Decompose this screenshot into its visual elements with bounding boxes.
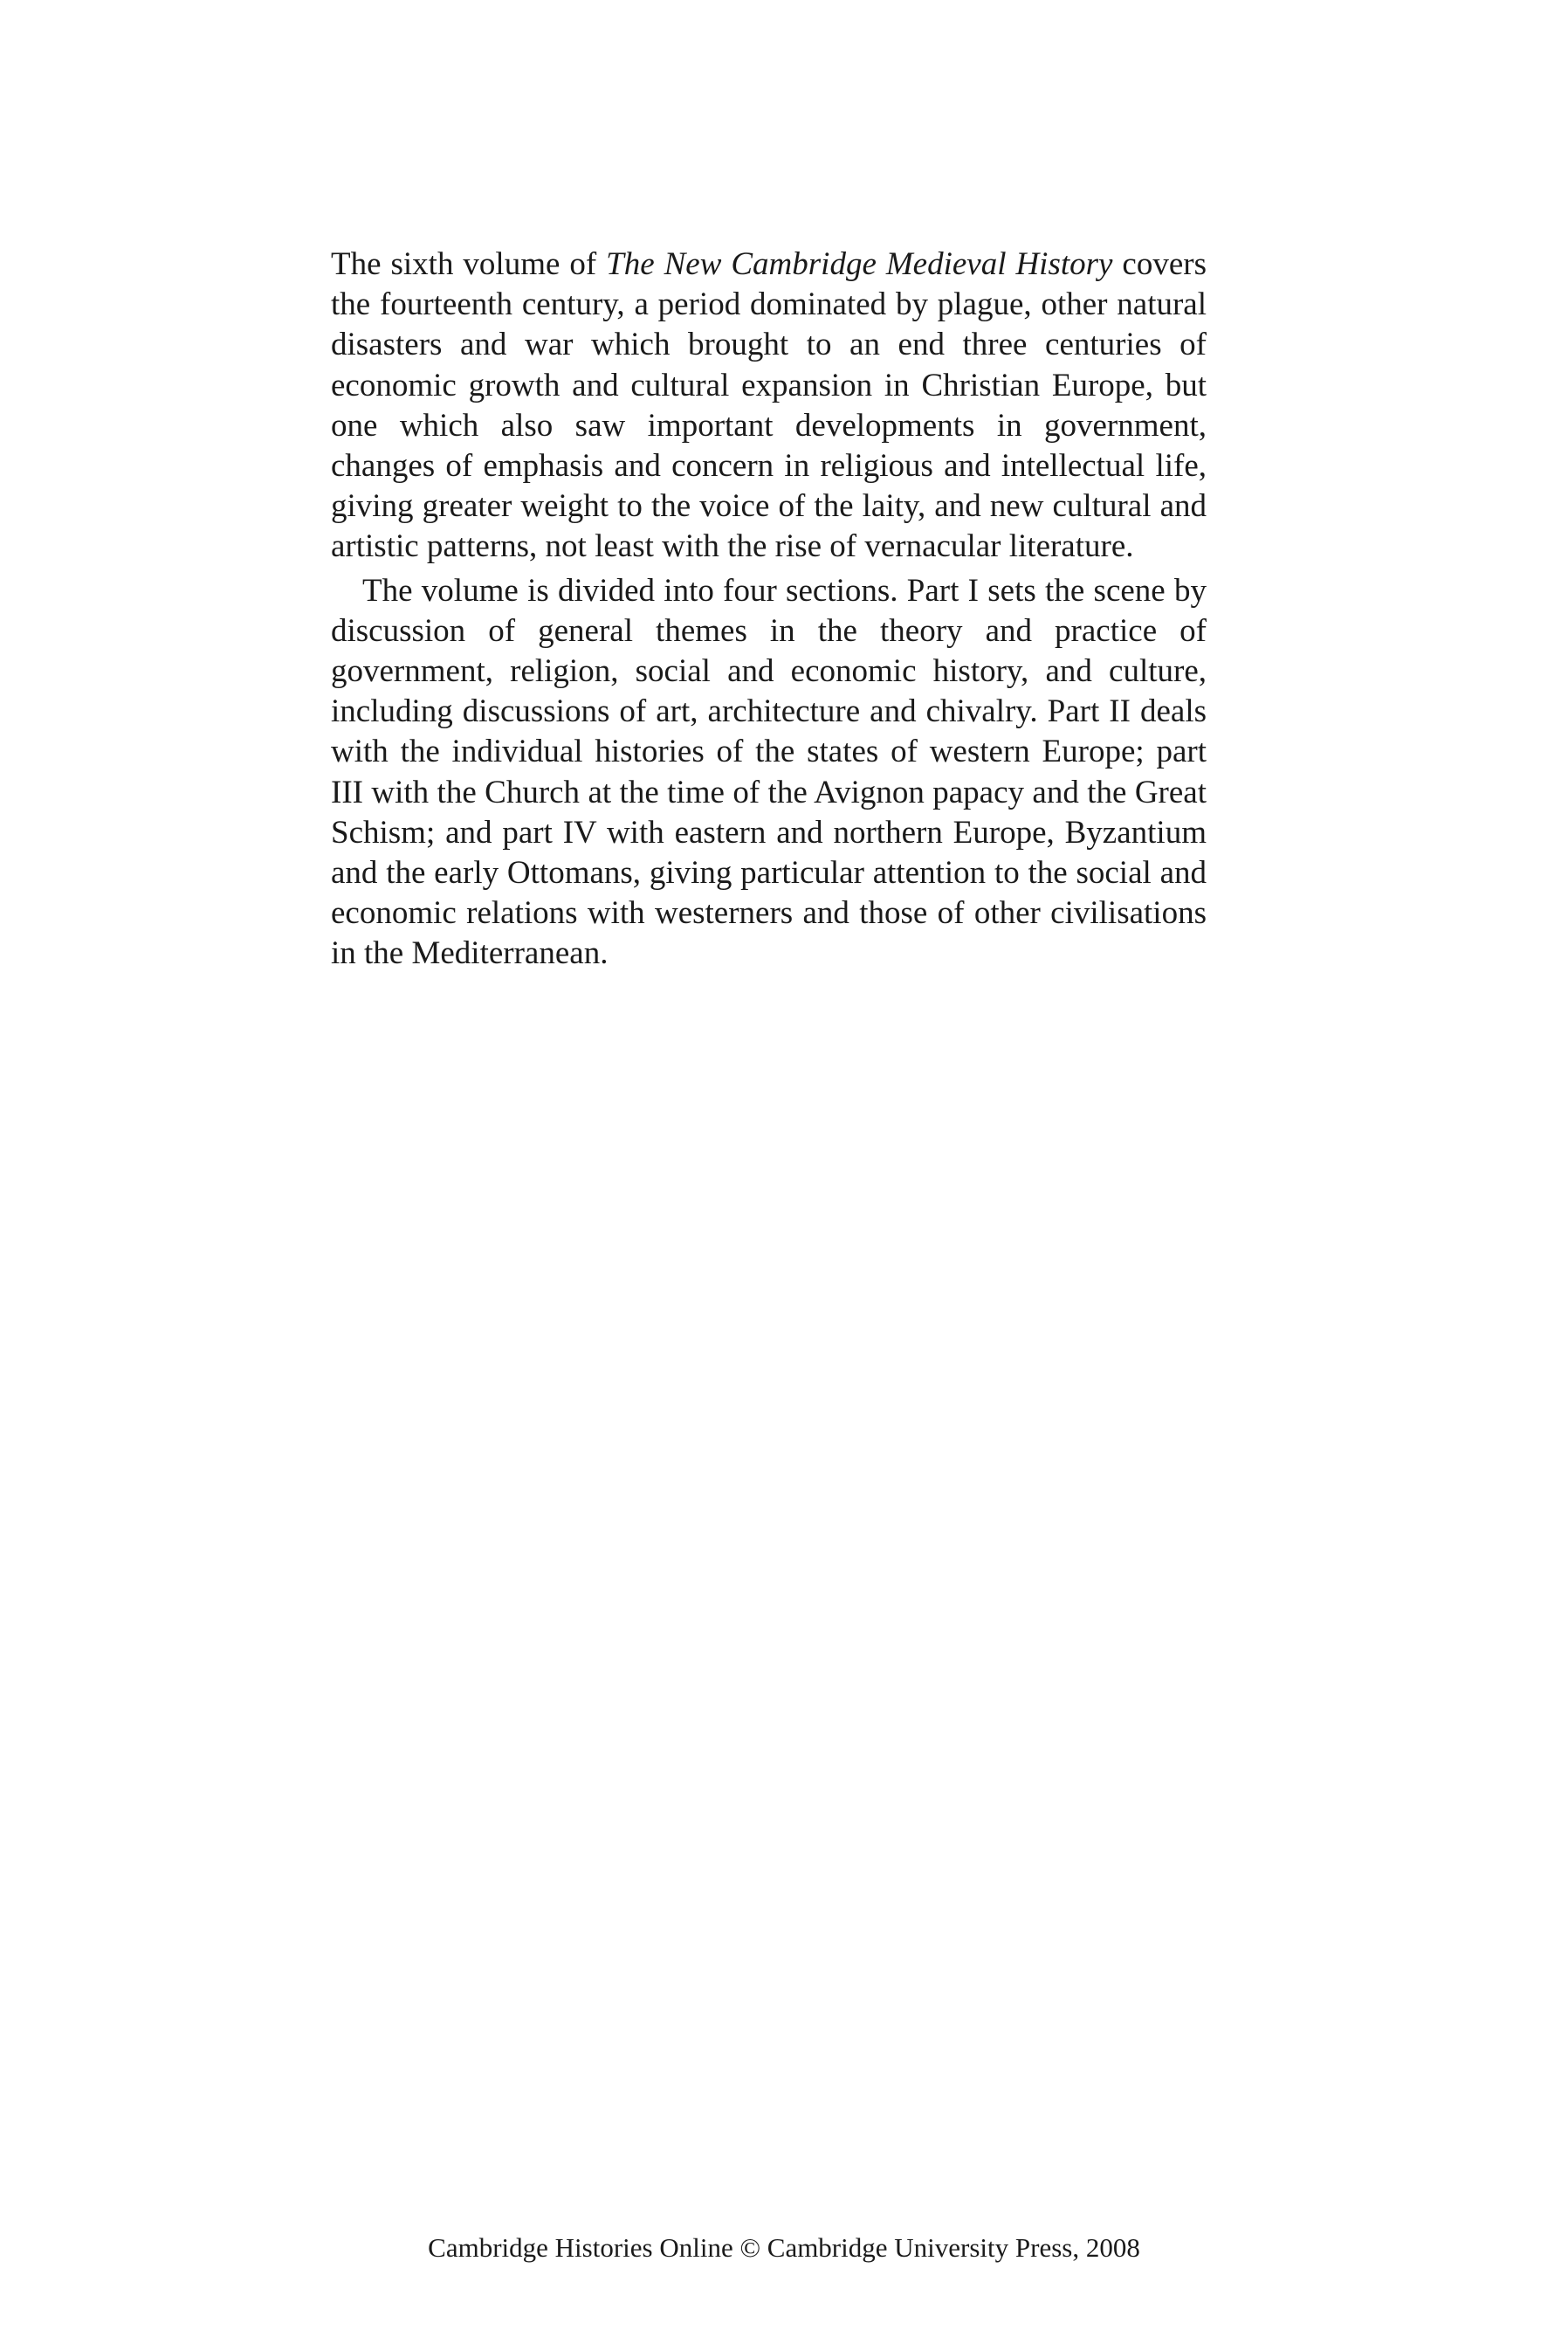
- book-title: The New Cambridge Medieval History: [606, 246, 1113, 282]
- paragraph-1-lead: The sixth volume of: [331, 246, 607, 282]
- paragraph-1-rest: covers the fourteenth century, a period dominated by plague, other natural disasters and war which brought to an end three centuries of economic growth and cultural expansion in Christian Europe, but one which also saw important developments in government, changes of emphasis and concern in religious and intellectual life, giving greater weight to the voice of the laity, and new cultural and artistic patterns, not least with the rise of vernacular literature.: [331, 246, 1207, 565]
- paragraph-1: [331, 245, 1207, 568]
- body-text: [331, 245, 1207, 975]
- paragraph-2: The volume is divided into four sections. Part I sets the scene by discussion of general themes in the theory and practice of government, religion, social and economic history, and culture, including discussions of art, architecture and chivalry. Part II deals with the individual histories of the states of western Europe; part III with the Church at the time of the Avignon papacy and the Great Schism; and part IV with eastern and northern Europe, Byzantium and the early Ottomans, giving particular attention to the social and economic relations with westerners and those of other civilisations in the Mediterranean.: [331, 572, 1207, 972]
- copyright-footer: Cambridge Histories Online © Cambridge University Press, 2008: [428, 2232, 1140, 2263]
